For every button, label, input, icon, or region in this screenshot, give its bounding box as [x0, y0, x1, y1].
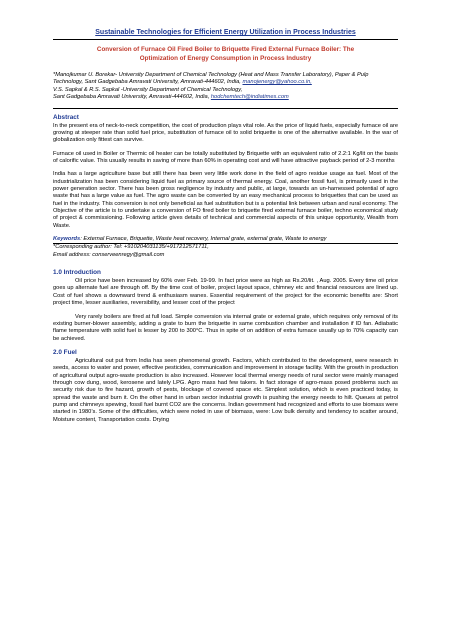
abstract-paragraph-2: Furnace oil used in Boiler or Thermic oil heater can be totally substituted by Briquette with an equivalent ratio of 2.2:1 Kg/lit on the basis of calorific value. This usually results in saving of more than 60% in operating cost and will have attractive payback period of 2-3 months	[53, 150, 398, 164]
author-1-email[interactable]: manojenergy@yahoo.co.in,	[242, 79, 312, 86]
author-3-email[interactable]: hodchemtech@indiatimes.com	[210, 94, 289, 101]
document-body	[53, 28, 398, 430]
running-header: Sustainable Technologies for Efficient Energy Utilization in Process Industries	[95, 29, 356, 36]
abstract-heading: Abstract	[53, 113, 79, 121]
author-3: Sant Gadgebaba Amravati University, Amravati-444602, India,	[53, 94, 210, 101]
corresponding-email: Email address: conserveenregy@gmail.com	[53, 251, 165, 258]
fuel-paragraph-1: Agricultural out put from India has seen phenomenal growth. Factors, which contributed to the development, were research in seeds, access to water and power, effective pesticides, communication and improvement in storage facility. With the growth in production of agricultural output agro-waste production is also increased. However local thermal energy needs of rural sector were mainly managed through cow dung, wood, kerosene and lately LPG. Agro mass had few takers. In fact storage of agro-mass posed problems such as security risk due to fire hazard, growth of pests, blockage of covered space etc. Simplest solution, which is even practiced today, is spread the waste and burn it. On the other hand in urban sector industrial growth is pushing the energy needs to hilt. Queues at petrol pump and chimneys spewing, fossil fuel burnt CO2 are the concerns. Indian government had recognized and efforts to use biomass were started in 1980’s. Some of the difficulties, which were noted in use of biomass, were: Low bulk density and tendency to scatter around, Moisture content, Transportation costs. Drying	[53, 357, 398, 423]
corresponding-author: *Corresponding author: Tel: +910204031135/+917212571711,	[53, 244, 209, 251]
keywords-label: Keywords	[53, 236, 81, 243]
paper-title	[53, 46, 398, 63]
introduction-paragraph-1: Oil price have been increased by 60% over Feb. 19-99. In fact price were as high as Rs.20/lit. , Aug. 2005. Every time oil price goes up alternate fuel are through off. By the time cost of boiler, project layout space, chimney etc and financial resources are lined up. Cost of fuel shows a downward trend & enthusiasm wanes. Essential requirement of the project for the economic benefits are: Short project time, lesser auxiliaries, reversibility, and lesser cost of the project	[53, 278, 398, 307]
introduction-heading: 1.0 Introduction	[53, 269, 101, 277]
introduction-paragraph-2: Very rarely boilers are fired at full load. Simple conversion via internal grate or external grate, which requires only removal of its existing burner-blower assembly, adding a grate to burn the briquette in same combustion chamber and installation if ID fan. Adiabatic flame temperature with solid fuel is lesser by 200 to 300°C. Thus in spite of on addition of extra furnace usually up to 70% capacity can be achieved.	[53, 313, 398, 342]
fuel-heading: 2.0 Fuel	[53, 348, 77, 356]
abstract-paragraph-1: In the present era of neck-to-neck competition, the cost of production plays vital role. As the price of liquid fuels, especially furnace oil are growing at steeper rate than solid fuel price, substitution of furnace oil to solid briquette is one of the alternative available. In the war of globalization only fittest can survive.	[53, 122, 398, 144]
abstract-paragraph-3: India has a large agriculture base but still there has been very little work done in the field of agro residue usage as fuel. Most of the industrialization has been considering liquid fuel as primary source of thermal energy. Coal, another fossil fuel, is primarily used in the power generation sector. There has been gross negligence by industry and public, at large, towards an un-harnessed potential of agro waste that has a large value as fuel. The agro waste can be converted by an easy mechanical process to briquettes that can be used as fuel in the industry. This conversion is not only beneficial as fuel substitution but is a potential link between urban and rural economy. The Objective of the article is to undertake a conversion of FO fired boiler to briquette fired external furnace boiler, techno economical study of project & commissioning. Following article gives details of technical and commercial aspects of this unique opportunity, Wealth from Waste.	[53, 171, 398, 229]
title-line-1: Conversion of Furnace Oil Fired Boiler to Briquette Fired External Furnace Boiler: The	[96, 46, 355, 53]
title-line-2: Optimization of Energy Consumption in Process Industry	[139, 54, 312, 62]
header-rule	[53, 39, 398, 40]
keywords-line	[53, 236, 398, 243]
author-1: *Manojkumar U. Borekar- University Department of Chemical Technology (Heat and Mass Transfer Laboratory), Paper & Pulp Technology, Sant Gadgebaba Amravati University, Amravati-444602, India,	[53, 72, 369, 86]
author-block	[53, 72, 398, 102]
keywords-text: : External Furnace, Briquette, Waste heat recovery, Internal grate, external grate, Waste to energy	[80, 236, 327, 243]
authors-rule	[53, 108, 398, 109]
author-2: V.S. Sapkal & R.S. Sapkal -University Department of Chemical Technology,	[53, 86, 243, 93]
